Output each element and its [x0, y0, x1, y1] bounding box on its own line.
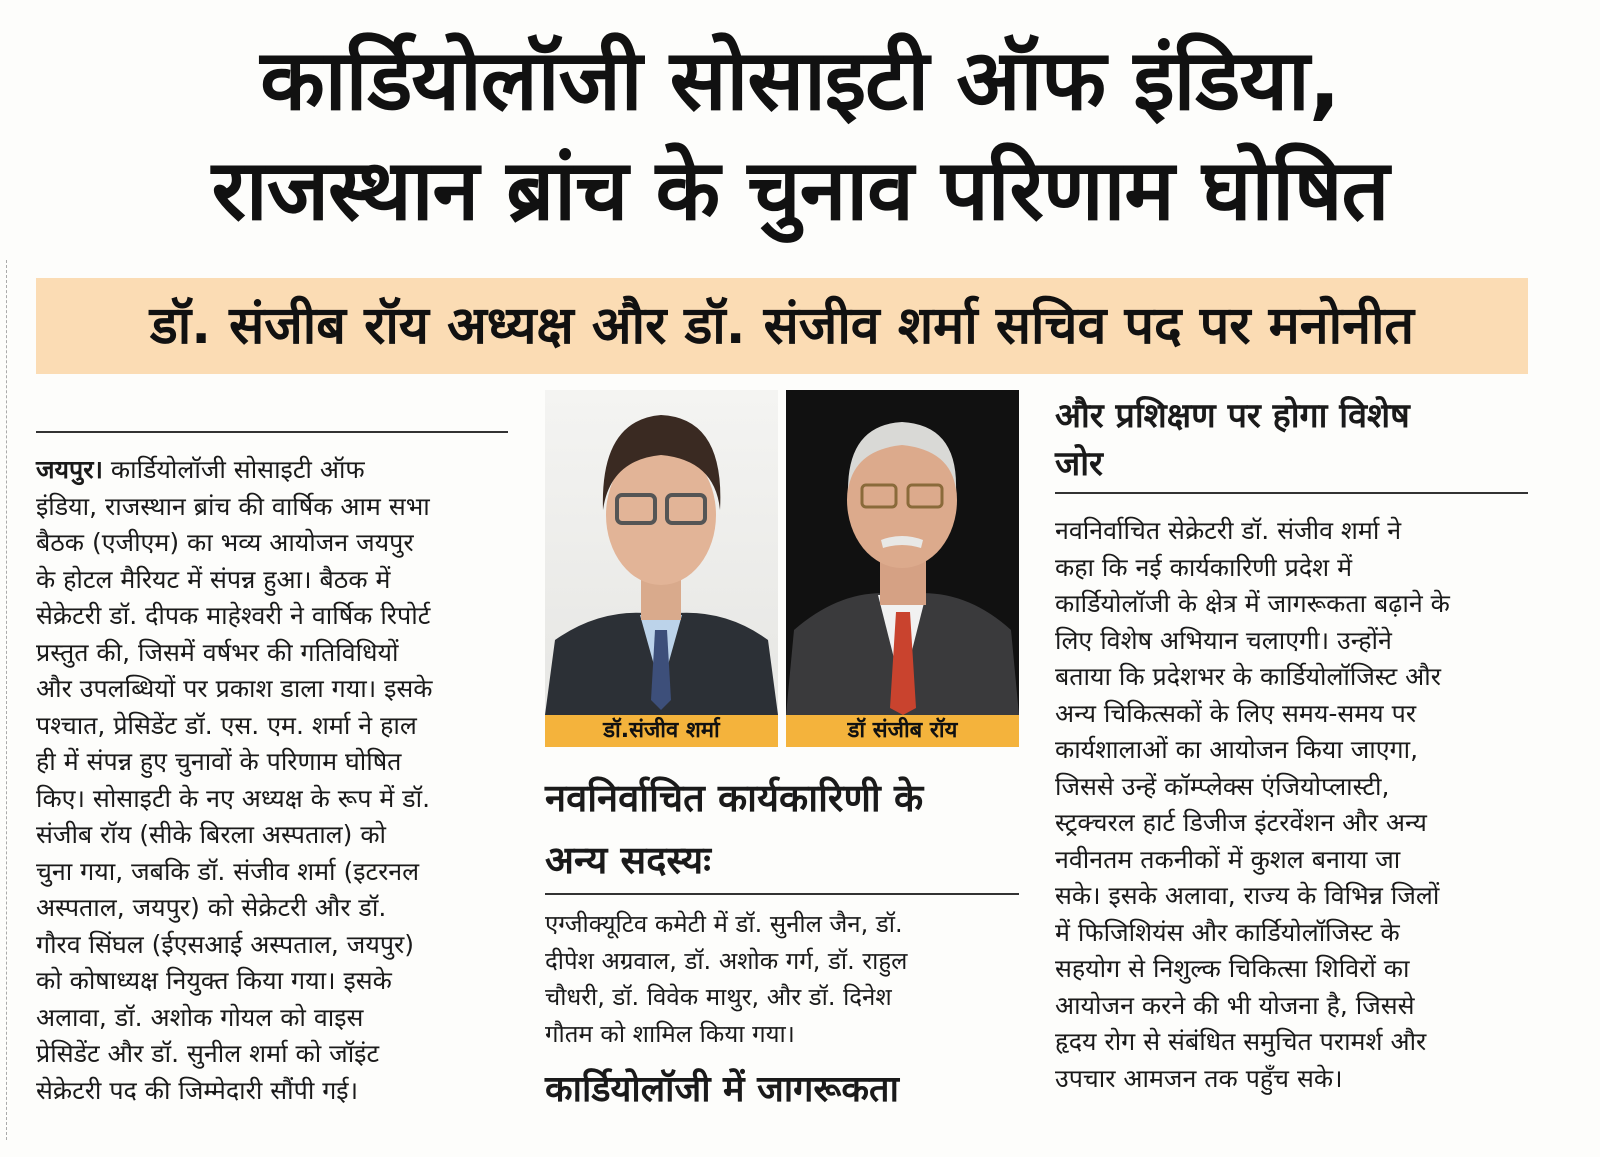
- photo-caption: डॉ.संजीव शर्मा: [545, 715, 778, 747]
- text-line: कहा कि नई कार्यकारिणी प्रदेश में: [1055, 552, 1353, 582]
- text-line: में फिजिशियंस और कार्डियोलॉजिस्ट के: [1055, 917, 1400, 947]
- text-line: एग्जीक्यूटिव कमेटी में डॉ. सुनील जैन, डॉ.: [545, 910, 903, 938]
- text-line: आयोजन करने की भी योजना है, जिससे: [1055, 990, 1415, 1020]
- text-line: के होटल मैरियट में संपन्न हुआ। बैठक में: [36, 564, 391, 594]
- text-run: कार्डियोलॉजी सोसाइटी ऑफ: [102, 455, 365, 484]
- text-line: प्रेसिडेंट और डॉ. सुनील शर्मा को जॉइंट: [36, 1039, 380, 1068]
- section-heading: कार्डियोलॉजी में जागरूकता: [545, 1069, 899, 1110]
- text-line: गौतम को शामिल किया गया।: [545, 1019, 795, 1048]
- text-line: सेक्रेटरी पद की जिम्मेदारी सौंपी गई।: [36, 1075, 359, 1105]
- text-line: चुना गया, जबकि डॉ. संजीव शर्मा (इटरनल: [36, 856, 420, 886]
- text-line: [36, 452, 433, 489]
- photo-sanjib-roy: [786, 390, 1019, 715]
- text-line: कार्डियोलॉजी के क्षेत्र में जागरूकता बढ़ाने के: [1055, 589, 1450, 618]
- text-line: उपचार आमजन तक पहुँच सके।: [1055, 1063, 1343, 1093]
- text-line: नवीनतम तकनीकों में कुशल बनाया जा: [1055, 844, 1401, 874]
- text-line: जिससे उन्हें कॉम्प्लेक्स एंजियोप्लास्टी,: [1055, 771, 1390, 801]
- text-line: सेक्रेटरी डॉ. दीपक माहेश्वरी ने वार्षिक रिपोर्ट: [36, 601, 431, 630]
- text-line: दीपेश अग्रवाल, डॉ. अशोक गर्ग, डॉ. राहुल: [545, 946, 908, 975]
- subheadline: डॉ. संजीब रॉय अध्यक्ष और डॉ. संजीव शर्मा सचिव पद पर मनोनीत: [36, 278, 1528, 374]
- text-line: नवनिर्वाचित सेक्रेटरी डॉ. संजीव शर्मा ने: [1055, 516, 1402, 545]
- text-line: चौधरी, डॉ. विवेक माथुर, और डॉ. दिनेश: [545, 983, 892, 1011]
- left-column-text: [36, 452, 433, 1109]
- text-line: बैठक (एजीएम) का भव्य आयोजन जयपुर: [36, 528, 414, 557]
- text-line: बताया कि प्रदेशभर के कार्डियोलॉजिस्ट और: [1055, 662, 1441, 691]
- text-line: कार्यशालाओं का आयोजन किया जाएगा,: [1055, 735, 1419, 764]
- text-line: गौरव सिंघल (ईएसआई अस्पताल, जयपुर): [36, 929, 415, 959]
- text-line: को कोषाध्यक्ष नियुक्त किया गया। इसके: [36, 966, 392, 995]
- photo-sanjeev-sharma: [545, 390, 778, 715]
- section-heading: और प्रशिक्षण पर होगा विशेष: [1055, 396, 1410, 436]
- dateline: जयपुर।: [36, 455, 103, 484]
- text-line: सके। इसके अलावा, राज्य के विभिन्न जिलों: [1055, 881, 1440, 910]
- text-line: और उपलब्धियों पर प्रकाश डाला गया। इसके: [36, 674, 433, 703]
- section-heading: नवनिर्वाचित कार्यकारिणी के: [545, 776, 924, 820]
- text-line: अन्य चिकित्सकों के लिए समय-समय पर: [1055, 698, 1417, 728]
- text-line: स्ट्रक्चरल हार्ट डिजीज इंटरवेंशन और अन्य: [1055, 808, 1427, 837]
- headline-line-2: राजस्थान ब्रांच के चुनाव परिणाम घोषित: [211, 141, 1389, 239]
- text-line: ही में संपन्न हुए चुनावों के परिणाम घोषित: [36, 747, 402, 776]
- text-line: हृदय रोग से संबंधित समुचित परामर्श और: [1055, 1027, 1427, 1056]
- text-line: प्रस्तुत की, जिसमें वर्षभर की गतिविधियों: [36, 637, 399, 667]
- column-rule: [545, 893, 1019, 895]
- text-line: अस्पताल, जयपुर) को सेक्रेटरी और डॉ.: [36, 893, 387, 922]
- text-line: लिए विशेष अभियान चलाएगी। उन्होंने: [1055, 625, 1392, 655]
- text-line: अलावा, डॉ. अशोक गोयल को वाइस: [36, 1002, 364, 1032]
- headline-line-1: कार्डियोलॉजी सोसाइटी ऑफ इंडिया,: [260, 31, 1340, 129]
- section-heading: अन्य सदस्यः: [545, 838, 711, 882]
- text-line: संजीब रॉय (सीके बिरला अस्पताल) को: [36, 820, 386, 849]
- text-line: सहयोग से निशुल्क चिकित्सा शिविरों का: [1055, 954, 1410, 983]
- column-rule: [36, 431, 508, 433]
- column-rule: [1055, 492, 1528, 494]
- right-column-text: [1055, 513, 1450, 1097]
- text-line: इंडिया, राजस्थान ब्रांच की वार्षिक आम सभा: [36, 491, 430, 521]
- text-line: किए। सोसाइटी के नए अध्यक्ष के रूप में डॉ.: [36, 783, 431, 813]
- middle-column-text: [545, 906, 907, 1052]
- section-heading: जोर: [1055, 444, 1103, 484]
- photo-caption: डॉ संजीब रॉय: [786, 715, 1019, 747]
- text-line: पश्चात, प्रेसिडेंट डॉ. एस. एम. शर्मा ने हाल: [36, 710, 417, 740]
- page-edge: [0, 260, 7, 1140]
